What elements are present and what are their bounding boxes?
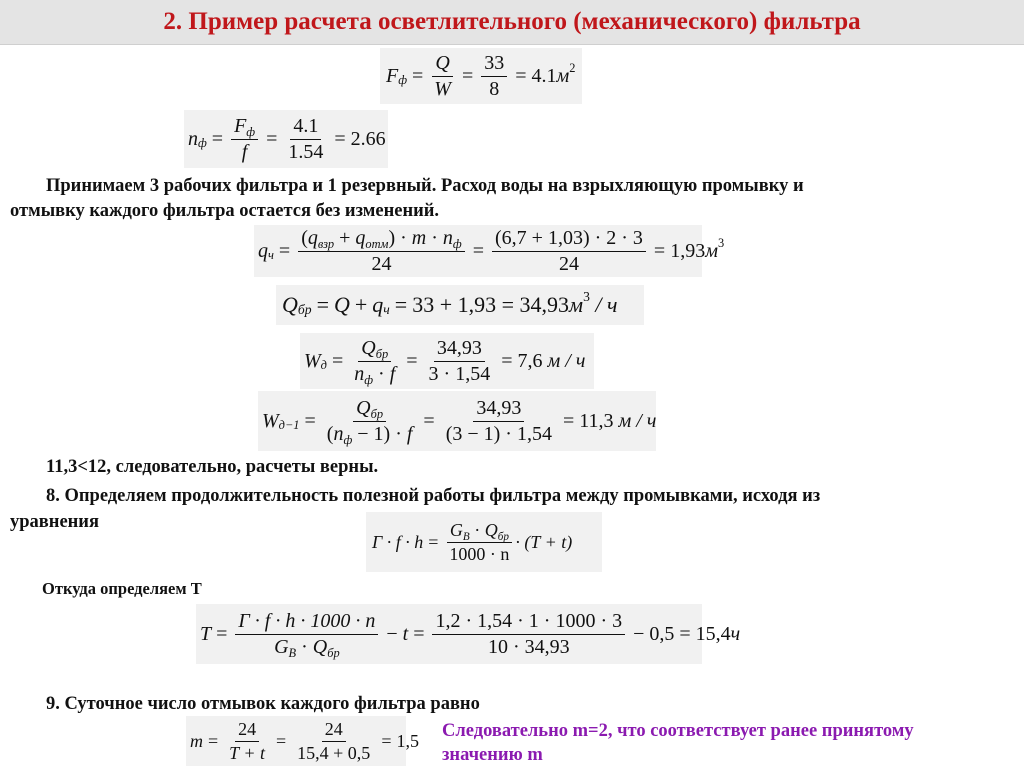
formula-wash-flow: q ч = $\frac{(q_{взр} + q_{отм}) \cdot m \cdot n_ф}{24}$ = $\frac{(6,7 + 1,03) \cdot 2 \cdot 3}{24}$ = 1,93 м 3: [254, 225, 702, 277]
conclusion-line: Следовательно m=2, что соответствует ранее принятому: [442, 721, 914, 741]
step8-line: уравнения: [10, 512, 99, 532]
step8-line: 8. Определяем продолжительность полезной работы фильтра между промывками, исходя из: [46, 486, 821, 506]
formula-filter-area: F ф = $\frac{Q}{W}$ = $\frac{33}{8}$ = 4.1 м 2: [380, 48, 582, 104]
slide-title: 2. Пример расчета осветлительного (механического) фильтра: [163, 8, 861, 35]
paragraph-line: Принимаем 3 рабочих фильтра и 1 резервный. Расход воды на взрыхляющую промывку и: [46, 176, 804, 196]
formula-normal-velocity: W д = $\frac{Q_{бр}}{n_ф \cdot f}$ = $\frac{34,93}{3 \cdot 1,54}$ = 7,6 м / ч: [300, 333, 594, 389]
formula-gross-flow: Q бр = Q + q ч = 33 + 1,93 = 34,93 м 3 / ч: [276, 285, 644, 325]
formula-filter-cycle-equation: Г · f · h = $\frac{G_В \cdot Q_{бр}}{1000 \cdot n}$ · (T + t): [366, 512, 602, 572]
formula-wash-count: m = $\frac{24}{T + t}$ = $\frac{24}{15,4 + 0,5}$ = 1,5: [186, 716, 406, 766]
paragraph-line: отмывку каждого фильтра остается без изменений.: [10, 201, 440, 221]
formula-cycle-time: T = $\frac{Г \cdot f \cdot h \cdot 1000 \cdot n}{G_В \cdot Q_{бр}}$ − t = $\frac{1,2 \cdot 1,54 \cdot 1 \cdot 1000 \cdot 3}{10 \cdot 34,93}$ − 0,5 = 15,4 ч: [196, 604, 702, 664]
conclusion-line: значению m: [442, 745, 543, 765]
step9-line: 9. Суточное число отмывок каждого фильтра равно: [46, 694, 480, 714]
check-line: 11,3<12, следовательно, расчеты верны.: [46, 457, 379, 477]
formula-forced-velocity: W д−1 = $\frac{Q_{бр}}{(n_ф - 1) \cdot f}$ = $\frac{34,93}{(3 - 1) \cdot 1,54}$ = 11,3 м / ч: [258, 391, 656, 451]
from-which-line: Откуда определяем Т: [42, 579, 202, 598]
title-bar: [0, 0, 1024, 45]
formula-filter-count: n ф = $\frac{F_ф}{f}$ = $\frac{4.1}{1.54}$ = 2.66: [184, 110, 388, 168]
